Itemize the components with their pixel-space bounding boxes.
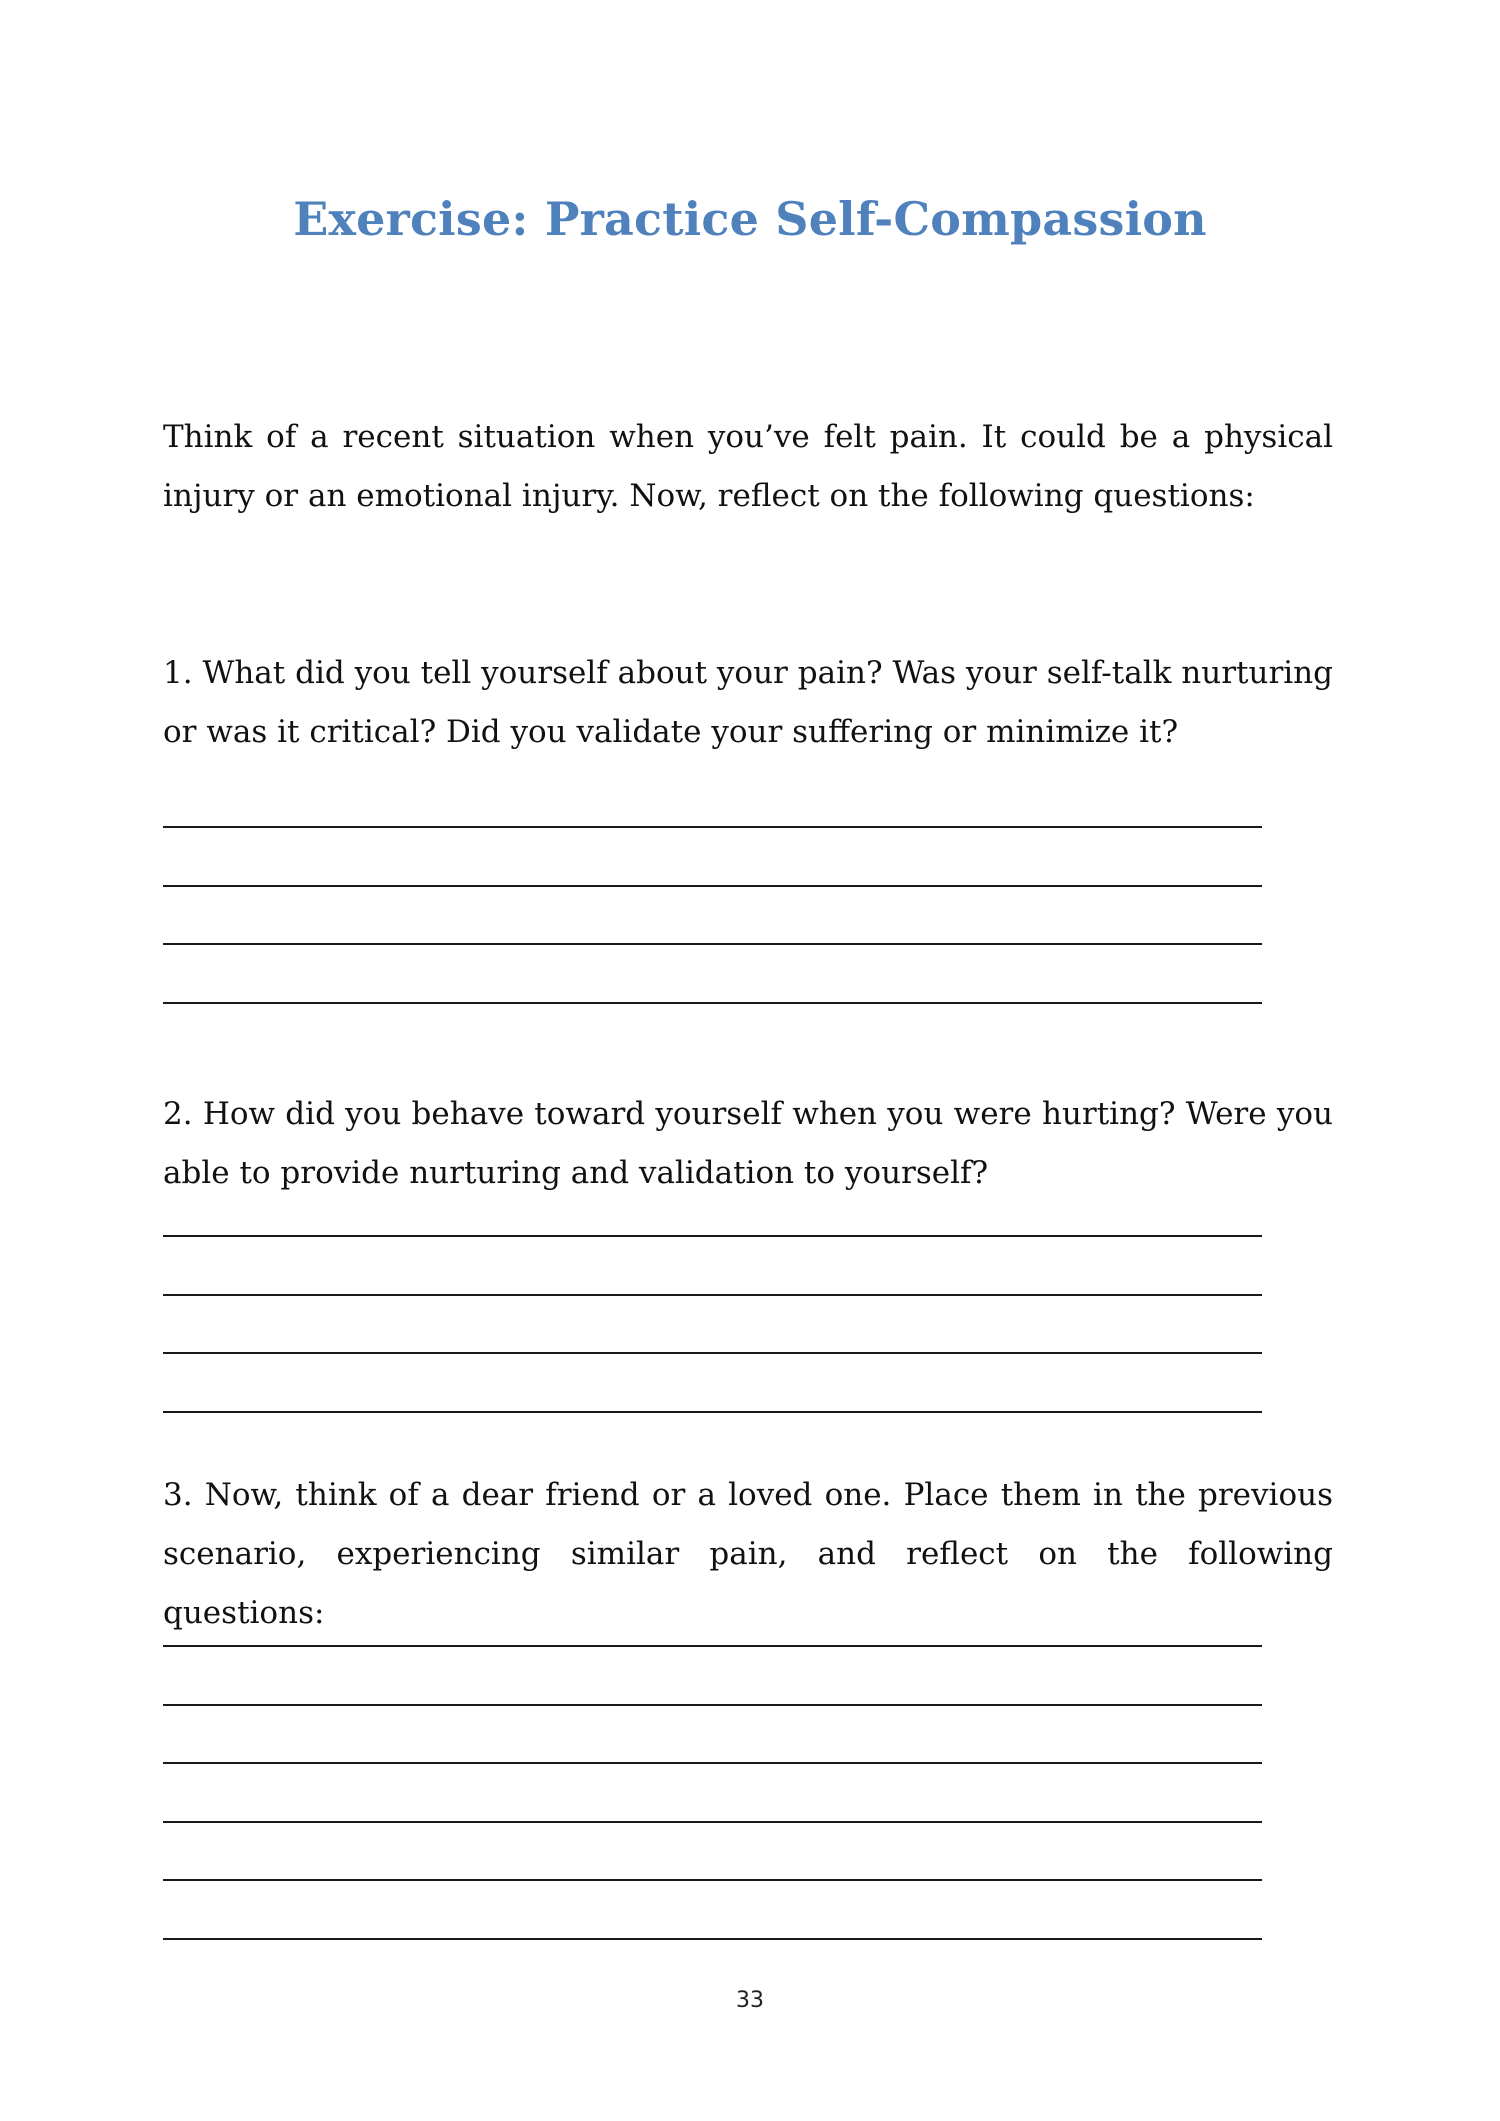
answer-line[interactable] (163, 1762, 1262, 1764)
answer-line[interactable] (163, 1411, 1262, 1413)
answer-line[interactable] (163, 1938, 1262, 1940)
answer-line[interactable] (163, 1645, 1262, 1647)
answer-line[interactable] (163, 1352, 1262, 1354)
answer-line[interactable] (163, 826, 1262, 828)
answer-line[interactable] (163, 885, 1262, 887)
question-2: 2. How did you behave toward yourself when you were hurting? Were you able to provide nurturing and validation to yourself? (163, 1096, 1333, 1191)
intro-paragraph: Think of a recent situation when you’ve felt pain. It could be a physical injury or an emotional injury. Now, reflect on the following questions: (163, 419, 1333, 514)
answer-line[interactable] (163, 1235, 1262, 1237)
question-1: 1. What did you tell yourself about your pain? Was your self-talk nurturing or was it critical? Did you validate your suffering or minimize it? (163, 655, 1333, 750)
page-title: Exercise: Practice Self-Compassion (293, 192, 1207, 246)
answer-line[interactable] (163, 943, 1262, 945)
answer-line[interactable] (163, 1821, 1262, 1823)
answer-line[interactable] (163, 1704, 1262, 1706)
answer-line[interactable] (163, 1879, 1262, 1881)
answer-line[interactable] (163, 1294, 1262, 1296)
answer-line[interactable] (163, 1002, 1262, 1004)
question-3: 3. Now, think of a dear friend or a loved one. Place them in the previous scenario, experiencing similar pain, and reflect on the following questions: (163, 1477, 1333, 1631)
page-number: 33 (736, 1988, 764, 2013)
